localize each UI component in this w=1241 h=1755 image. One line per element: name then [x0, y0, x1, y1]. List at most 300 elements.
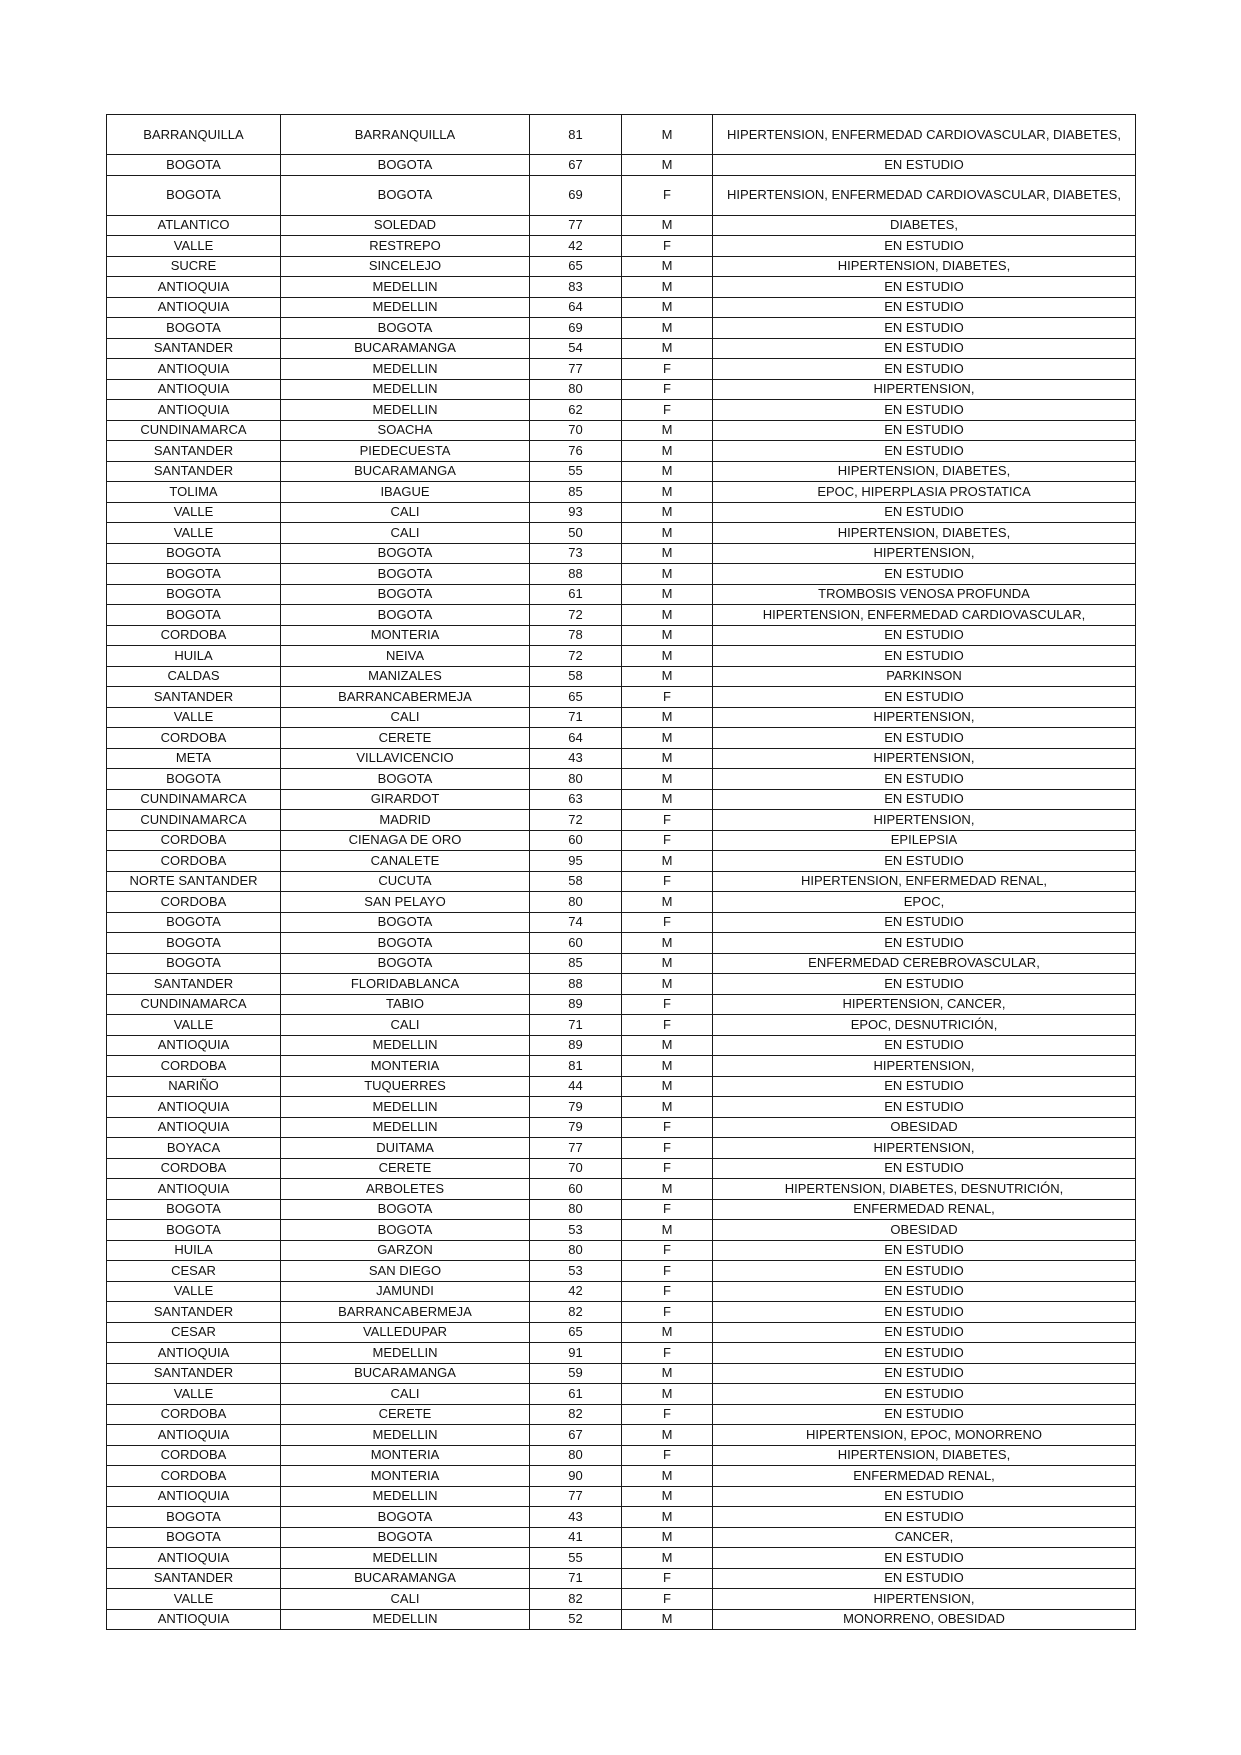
department-cell: SANTANDER — [107, 1363, 281, 1384]
department-cell: BOGOTA — [107, 318, 281, 339]
municipality-cell: RESTREPO — [281, 236, 530, 257]
municipality-cell: DUITAMA — [281, 1138, 530, 1159]
department-cell: CORDOBA — [107, 892, 281, 913]
sex-cell: M — [622, 115, 713, 155]
municipality-cell: BOGOTA — [281, 1527, 530, 1548]
sex-cell: M — [622, 666, 713, 687]
comorbidities-cell: EN ESTUDIO — [713, 1035, 1136, 1056]
department-cell: SANTANDER — [107, 1302, 281, 1323]
municipality-cell: CERETE — [281, 728, 530, 749]
department-cell: BOGOTA — [107, 1220, 281, 1241]
sex-cell: M — [622, 1384, 713, 1405]
age-cell: 85 — [530, 482, 622, 503]
municipality-cell: BOGOTA — [281, 584, 530, 605]
table-row — [107, 277, 1136, 298]
sex-cell: M — [622, 482, 713, 503]
municipality-cell: GIRARDOT — [281, 789, 530, 810]
sex-cell: M — [622, 789, 713, 810]
municipality-cell: VILLAVICENCIO — [281, 748, 530, 769]
age-cell: 72 — [530, 605, 622, 626]
sex-cell: M — [622, 277, 713, 298]
table-row — [107, 1158, 1136, 1179]
department-cell: CORDOBA — [107, 728, 281, 749]
age-cell: 70 — [530, 1158, 622, 1179]
table-row — [107, 564, 1136, 585]
municipality-cell: SOACHA — [281, 420, 530, 441]
department-cell: ANTIOQUIA — [107, 1425, 281, 1446]
municipality-cell: BOGOTA — [281, 543, 530, 564]
department-cell: ANTIOQUIA — [107, 1097, 281, 1118]
table-row — [107, 646, 1136, 667]
comorbidities-cell: EN ESTUDIO — [713, 1548, 1136, 1569]
sex-cell: M — [622, 1322, 713, 1343]
municipality-cell: BOGOTA — [281, 953, 530, 974]
municipality-cell: BOGOTA — [281, 1199, 530, 1220]
sex-cell: F — [622, 871, 713, 892]
comorbidities-cell: EPOC, HIPERPLASIA PROSTATICA — [713, 482, 1136, 503]
table-row — [107, 115, 1136, 155]
comorbidities-cell: EN ESTUDIO — [713, 318, 1136, 339]
municipality-cell: SAN DIEGO — [281, 1261, 530, 1282]
comorbidities-cell: EN ESTUDIO — [713, 502, 1136, 523]
age-cell: 71 — [530, 1568, 622, 1589]
table-row — [107, 1179, 1136, 1200]
municipality-cell: SOLEDAD — [281, 215, 530, 236]
municipality-cell: TUQUERRES — [281, 1076, 530, 1097]
sex-cell: F — [622, 1302, 713, 1323]
age-cell: 76 — [530, 441, 622, 462]
department-cell: ANTIOQUIA — [107, 1343, 281, 1364]
table-row — [107, 1035, 1136, 1056]
municipality-cell: VALLEDUPAR — [281, 1322, 530, 1343]
department-cell: BOGOTA — [107, 1199, 281, 1220]
municipality-cell: BOGOTA — [281, 1220, 530, 1241]
table-row — [107, 1322, 1136, 1343]
table-row — [107, 1281, 1136, 1302]
department-cell: ANTIOQUIA — [107, 400, 281, 421]
municipality-cell: FLORIDABLANCA — [281, 974, 530, 995]
table-row — [107, 728, 1136, 749]
municipality-cell: MEDELLIN — [281, 400, 530, 421]
comorbidities-cell: EN ESTUDIO — [713, 1486, 1136, 1507]
comorbidities-cell: EN ESTUDIO — [713, 974, 1136, 995]
sex-cell: M — [622, 338, 713, 359]
sex-cell: M — [622, 1466, 713, 1487]
sex-cell: F — [622, 1199, 713, 1220]
age-cell: 67 — [530, 155, 622, 176]
department-cell: BOGOTA — [107, 1527, 281, 1548]
age-cell: 63 — [530, 789, 622, 810]
comorbidities-cell: PARKINSON — [713, 666, 1136, 687]
comorbidities-cell: EPILEPSIA — [713, 830, 1136, 851]
municipality-cell: CANALETE — [281, 851, 530, 872]
age-cell: 79 — [530, 1117, 622, 1138]
municipality-cell: NEIVA — [281, 646, 530, 667]
age-cell: 77 — [530, 215, 622, 236]
age-cell: 55 — [530, 461, 622, 482]
age-cell: 59 — [530, 1363, 622, 1384]
comorbidities-cell: EN ESTUDIO — [713, 236, 1136, 257]
department-cell: SANTANDER — [107, 338, 281, 359]
municipality-cell: MEDELLIN — [281, 1097, 530, 1118]
comorbidities-cell: EN ESTUDIO — [713, 1302, 1136, 1323]
municipality-cell: CALI — [281, 1589, 530, 1610]
comorbidities-cell: EN ESTUDIO — [713, 1568, 1136, 1589]
department-cell: BOGOTA — [107, 1507, 281, 1528]
sex-cell: F — [622, 1568, 713, 1589]
department-cell: BOGOTA — [107, 564, 281, 585]
table-row — [107, 1117, 1136, 1138]
age-cell: 70 — [530, 420, 622, 441]
table-row — [107, 543, 1136, 564]
department-cell: BOGOTA — [107, 933, 281, 954]
age-cell: 81 — [530, 1056, 622, 1077]
age-cell: 67 — [530, 1425, 622, 1446]
age-cell: 69 — [530, 318, 622, 339]
age-cell: 80 — [530, 1199, 622, 1220]
table-row — [107, 974, 1136, 995]
age-cell: 44 — [530, 1076, 622, 1097]
municipality-cell: CALI — [281, 1384, 530, 1405]
municipality-cell: CUCUTA — [281, 871, 530, 892]
department-cell: VALLE — [107, 523, 281, 544]
age-cell: 71 — [530, 707, 622, 728]
table-row — [107, 584, 1136, 605]
comorbidities-cell: EN ESTUDIO — [713, 297, 1136, 318]
table-row — [107, 1466, 1136, 1487]
comorbidities-cell: EN ESTUDIO — [713, 400, 1136, 421]
comorbidities-cell: EN ESTUDIO — [713, 1158, 1136, 1179]
age-cell: 80 — [530, 379, 622, 400]
comorbidities-cell: EN ESTUDIO — [713, 1281, 1136, 1302]
municipality-cell: MEDELLIN — [281, 1486, 530, 1507]
age-cell: 77 — [530, 1138, 622, 1159]
sex-cell: M — [622, 1097, 713, 1118]
sex-cell: M — [622, 1076, 713, 1097]
department-cell: ANTIOQUIA — [107, 1486, 281, 1507]
age-cell: 88 — [530, 974, 622, 995]
age-cell: 82 — [530, 1302, 622, 1323]
sex-cell: F — [622, 1445, 713, 1466]
department-cell: CORDOBA — [107, 1404, 281, 1425]
department-cell: CUNDINAMARCA — [107, 994, 281, 1015]
department-cell: CORDOBA — [107, 851, 281, 872]
department-cell: BOGOTA — [107, 953, 281, 974]
table-row — [107, 420, 1136, 441]
table-row — [107, 810, 1136, 831]
comorbidities-cell: HIPERTENSION, — [713, 707, 1136, 728]
sex-cell: M — [622, 953, 713, 974]
sex-cell: M — [622, 1056, 713, 1077]
sex-cell: M — [622, 297, 713, 318]
table-row — [107, 1261, 1136, 1282]
table-row — [107, 1527, 1136, 1548]
table-row — [107, 1589, 1136, 1610]
sex-cell: M — [622, 441, 713, 462]
sex-cell: M — [622, 707, 713, 728]
sex-cell: M — [622, 461, 713, 482]
age-cell: 69 — [530, 175, 622, 215]
age-cell: 62 — [530, 400, 622, 421]
department-cell: NORTE SANTANDER — [107, 871, 281, 892]
table-row — [107, 1404, 1136, 1425]
municipality-cell: MEDELLIN — [281, 277, 530, 298]
department-cell: BOYACA — [107, 1138, 281, 1159]
table-row — [107, 789, 1136, 810]
municipality-cell: MADRID — [281, 810, 530, 831]
municipality-cell: MEDELLIN — [281, 1609, 530, 1630]
age-cell: 73 — [530, 543, 622, 564]
table-row — [107, 748, 1136, 769]
comorbidities-cell: EN ESTUDIO — [713, 1404, 1136, 1425]
age-cell: 42 — [530, 1281, 622, 1302]
sex-cell: M — [622, 646, 713, 667]
comorbidities-cell: OBESIDAD — [713, 1220, 1136, 1241]
age-cell: 80 — [530, 892, 622, 913]
table-row — [107, 1076, 1136, 1097]
department-cell: ATLANTICO — [107, 215, 281, 236]
sex-cell: F — [622, 1343, 713, 1364]
municipality-cell: BUCARAMANGA — [281, 461, 530, 482]
age-cell: 79 — [530, 1097, 622, 1118]
age-cell: 53 — [530, 1220, 622, 1241]
comorbidities-cell: EN ESTUDIO — [713, 1097, 1136, 1118]
comorbidities-cell: ENFERMEDAD RENAL, — [713, 1199, 1136, 1220]
sex-cell: F — [622, 1589, 713, 1610]
age-cell: 72 — [530, 646, 622, 667]
sex-cell: M — [622, 543, 713, 564]
department-cell: BOGOTA — [107, 912, 281, 933]
age-cell: 74 — [530, 912, 622, 933]
age-cell: 85 — [530, 953, 622, 974]
table-row — [107, 236, 1136, 257]
municipality-cell: MEDELLIN — [281, 1117, 530, 1138]
department-cell: VALLE — [107, 1384, 281, 1405]
sex-cell: M — [622, 892, 713, 913]
sex-cell: M — [622, 1179, 713, 1200]
sex-cell: M — [622, 933, 713, 954]
municipality-cell: CALI — [281, 502, 530, 523]
department-cell: SANTANDER — [107, 1568, 281, 1589]
table-row — [107, 605, 1136, 626]
department-cell: ANTIOQUIA — [107, 277, 281, 298]
age-cell: 81 — [530, 115, 622, 155]
comorbidities-cell: EN ESTUDIO — [713, 851, 1136, 872]
table-row — [107, 318, 1136, 339]
comorbidities-cell: EN ESTUDIO — [713, 564, 1136, 585]
sex-cell: F — [622, 912, 713, 933]
municipality-cell: BARRANQUILLA — [281, 115, 530, 155]
municipality-cell: MEDELLIN — [281, 1035, 530, 1056]
department-cell: CESAR — [107, 1322, 281, 1343]
comorbidities-cell: EPOC, — [713, 892, 1136, 913]
department-cell: BOGOTA — [107, 605, 281, 626]
age-cell: 50 — [530, 523, 622, 544]
department-cell: BOGOTA — [107, 543, 281, 564]
table-row — [107, 912, 1136, 933]
department-cell: VALLE — [107, 1281, 281, 1302]
department-cell: SANTANDER — [107, 974, 281, 995]
sex-cell: M — [622, 1548, 713, 1569]
age-cell: 89 — [530, 1035, 622, 1056]
comorbidities-cell: CANCER, — [713, 1527, 1136, 1548]
department-cell: CUNDINAMARCA — [107, 810, 281, 831]
municipality-cell: SAN PELAYO — [281, 892, 530, 913]
table-row — [107, 769, 1136, 790]
table-row — [107, 441, 1136, 462]
comorbidities-cell: HIPERTENSION, DIABETES, — [713, 523, 1136, 544]
age-cell: 80 — [530, 769, 622, 790]
age-cell: 60 — [530, 933, 622, 954]
table-row — [107, 1384, 1136, 1405]
table-row — [107, 1445, 1136, 1466]
age-cell: 58 — [530, 666, 622, 687]
sex-cell: F — [622, 1138, 713, 1159]
sex-cell: M — [622, 748, 713, 769]
table-row — [107, 1199, 1136, 1220]
department-cell: BOGOTA — [107, 175, 281, 215]
table-row — [107, 1486, 1136, 1507]
sex-cell: M — [622, 564, 713, 585]
sex-cell: M — [622, 625, 713, 646]
comorbidities-cell: ENFERMEDAD CEREBROVASCULAR, — [713, 953, 1136, 974]
municipality-cell: CERETE — [281, 1404, 530, 1425]
department-cell: SANTANDER — [107, 441, 281, 462]
department-cell: ANTIOQUIA — [107, 1548, 281, 1569]
municipality-cell: MEDELLIN — [281, 1425, 530, 1446]
department-cell: CALDAS — [107, 666, 281, 687]
table-row — [107, 625, 1136, 646]
sex-cell: M — [622, 523, 713, 544]
table-row — [107, 994, 1136, 1015]
table-row — [107, 215, 1136, 236]
municipality-cell: BOGOTA — [281, 769, 530, 790]
age-cell: 42 — [530, 236, 622, 257]
municipality-cell: BOGOTA — [281, 1507, 530, 1528]
comorbidities-cell: EN ESTUDIO — [713, 769, 1136, 790]
age-cell: 58 — [530, 871, 622, 892]
comorbidities-cell: EN ESTUDIO — [713, 625, 1136, 646]
municipality-cell: BUCARAMANGA — [281, 338, 530, 359]
age-cell: 53 — [530, 1261, 622, 1282]
municipality-cell: MONTERIA — [281, 1445, 530, 1466]
age-cell: 64 — [530, 297, 622, 318]
sex-cell: M — [622, 318, 713, 339]
age-cell: 90 — [530, 1466, 622, 1487]
comorbidities-cell: HIPERTENSION, ENFERMEDAD CARDIOVASCULAR, DIABETES, — [713, 115, 1136, 155]
age-cell: 65 — [530, 687, 622, 708]
comorbidities-cell: MONORRENO, OBESIDAD — [713, 1609, 1136, 1630]
department-cell: HUILA — [107, 646, 281, 667]
age-cell: 65 — [530, 256, 622, 277]
sex-cell: M — [622, 584, 713, 605]
age-cell: 72 — [530, 810, 622, 831]
sex-cell: M — [622, 1220, 713, 1241]
comorbidities-cell: EN ESTUDIO — [713, 1384, 1136, 1405]
comorbidities-cell: HIPERTENSION, — [713, 543, 1136, 564]
age-cell: 91 — [530, 1343, 622, 1364]
age-cell: 93 — [530, 502, 622, 523]
municipality-cell: BOGOTA — [281, 933, 530, 954]
comorbidities-cell: HIPERTENSION, — [713, 1138, 1136, 1159]
comorbidities-cell: DIABETES, — [713, 215, 1136, 236]
department-cell: BOGOTA — [107, 769, 281, 790]
sex-cell: F — [622, 810, 713, 831]
department-cell: BARRANQUILLA — [107, 115, 281, 155]
department-cell: CORDOBA — [107, 625, 281, 646]
municipality-cell: MONTERIA — [281, 1056, 530, 1077]
table-row — [107, 482, 1136, 503]
municipality-cell: MONTERIA — [281, 625, 530, 646]
sex-cell: M — [622, 1425, 713, 1446]
sex-cell: F — [622, 359, 713, 380]
table-row — [107, 1425, 1136, 1446]
municipality-cell: BOGOTA — [281, 912, 530, 933]
table-row — [107, 400, 1136, 421]
table-row — [107, 1609, 1136, 1630]
comorbidities-cell: HIPERTENSION, DIABETES, — [713, 256, 1136, 277]
sex-cell: M — [622, 1363, 713, 1384]
sex-cell: M — [622, 851, 713, 872]
comorbidities-cell: EN ESTUDIO — [713, 155, 1136, 176]
table-row — [107, 953, 1136, 974]
table-row — [107, 523, 1136, 544]
table-row — [107, 851, 1136, 872]
sex-cell: F — [622, 1261, 713, 1282]
age-cell: 88 — [530, 564, 622, 585]
municipality-cell: MANIZALES — [281, 666, 530, 687]
comorbidities-cell: EN ESTUDIO — [713, 1261, 1136, 1282]
municipality-cell: ARBOLETES — [281, 1179, 530, 1200]
age-cell: 41 — [530, 1527, 622, 1548]
municipality-cell: MEDELLIN — [281, 359, 530, 380]
table-row — [107, 379, 1136, 400]
table-row — [107, 175, 1136, 215]
comorbidities-cell: HIPERTENSION, — [713, 1056, 1136, 1077]
cases-table-body — [107, 115, 1136, 1630]
sex-cell: M — [622, 605, 713, 626]
comorbidities-cell: HIPERTENSION, ENFERMEDAD CARDIOVASCULAR, — [713, 605, 1136, 626]
municipality-cell: IBAGUE — [281, 482, 530, 503]
comorbidities-cell: OBESIDAD — [713, 1117, 1136, 1138]
comorbidities-cell: TROMBOSIS VENOSA PROFUNDA — [713, 584, 1136, 605]
table-row — [107, 359, 1136, 380]
comorbidities-cell: HIPERTENSION, CANCER, — [713, 994, 1136, 1015]
comorbidities-cell: EN ESTUDIO — [713, 1343, 1136, 1364]
comorbidities-cell: EN ESTUDIO — [713, 1363, 1136, 1384]
sex-cell: M — [622, 215, 713, 236]
municipality-cell: BOGOTA — [281, 605, 530, 626]
age-cell: 54 — [530, 338, 622, 359]
comorbidities-cell: HIPERTENSION, EPOC, MONORRENO — [713, 1425, 1136, 1446]
comorbidities-cell: EN ESTUDIO — [713, 933, 1136, 954]
municipality-cell: BARRANCABERMEJA — [281, 1302, 530, 1323]
municipality-cell: CALI — [281, 707, 530, 728]
municipality-cell: SINCELEJO — [281, 256, 530, 277]
sex-cell: M — [622, 1507, 713, 1528]
comorbidities-cell: EN ESTUDIO — [713, 646, 1136, 667]
table-row — [107, 707, 1136, 728]
municipality-cell: MEDELLIN — [281, 1343, 530, 1364]
table-row — [107, 1056, 1136, 1077]
table-row — [107, 1568, 1136, 1589]
table-row — [107, 666, 1136, 687]
comorbidities-cell: HIPERTENSION, DIABETES, — [713, 461, 1136, 482]
age-cell: 64 — [530, 728, 622, 749]
age-cell: 43 — [530, 1507, 622, 1528]
department-cell: CESAR — [107, 1261, 281, 1282]
department-cell: CORDOBA — [107, 1158, 281, 1179]
